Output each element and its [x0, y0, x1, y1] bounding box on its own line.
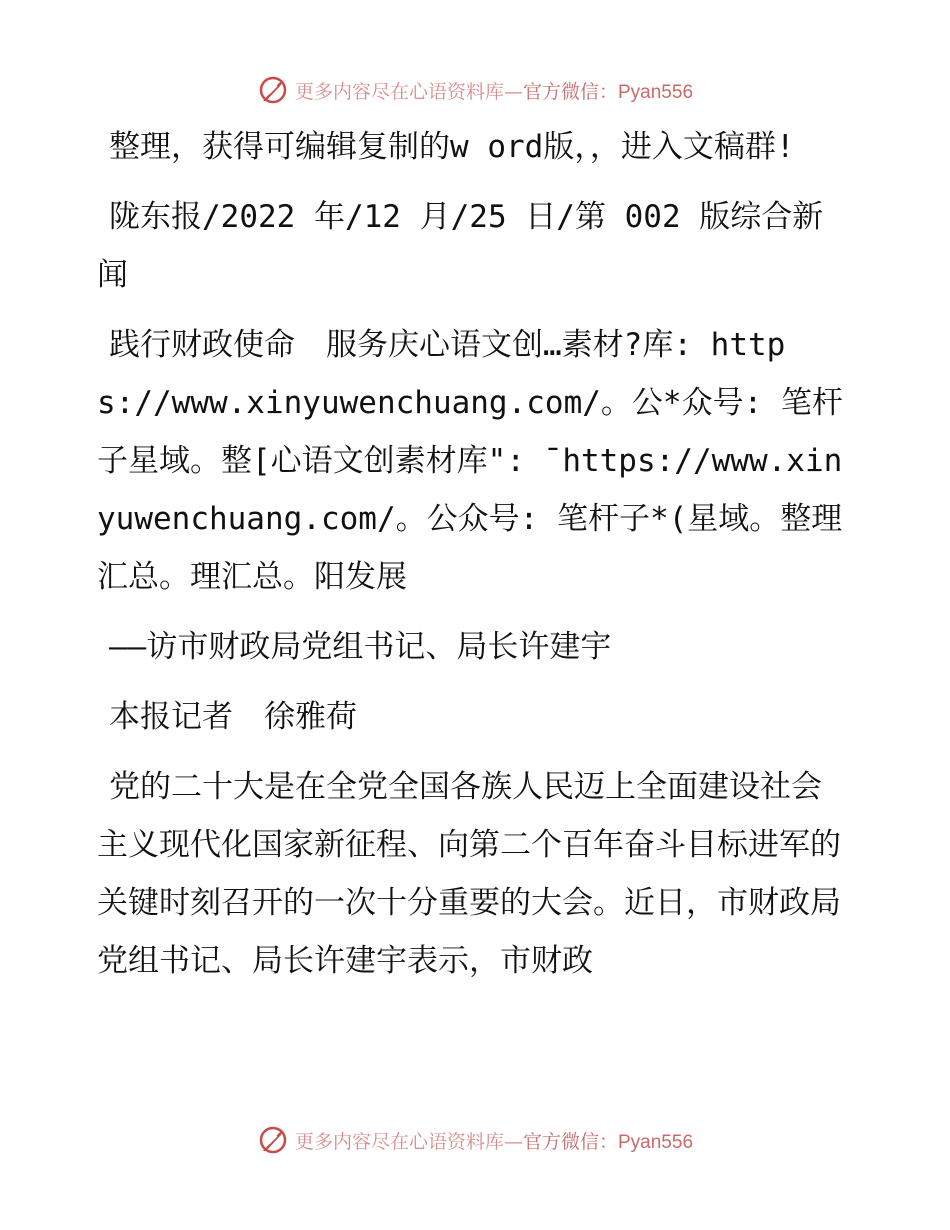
- document-body: [97, 118, 849, 1002]
- quill-pen-circle-icon: [257, 74, 289, 106]
- paragraph-title: 践行财政使命 服务庆心语文创…素材?库: https://www.xinyuwenchuang.com/。公*众号: 笔杆子星域。整[心语文创素材库": ¯https://www.xinyuwenchuang.com/。公众号: 笔杆子*(星域。整理汇总。理汇总。阳发展: [97, 327, 843, 595]
- watermark-text: 更多内容尽在心语资料库—: [294, 1130, 523, 1153]
- watermark-wechat: 官方微信：Pyan556: [523, 1131, 694, 1153]
- paragraph-subtitle: ——访市财政局党组书记、局长许建宇: [109, 629, 612, 665]
- paragraph-source: 陇东报/2022 年/12 月/25 日/第 002 版综合新闻: [97, 199, 824, 293]
- watermark-text: 更多内容尽在心语资料库—: [294, 80, 523, 103]
- paragraph-intro: 整理，获得可编辑复制的w ord版，，进入文稿群!: [109, 129, 795, 165]
- watermark-banner-top: [0, 70, 950, 110]
- paragraph-byline: 本报记者 徐雅荷: [109, 699, 357, 735]
- paragraph-body: 党的二十大是在全党全国各族人民迈上全面建设社会主义现代化国家新征程、向第二个百年奋斗目标进军的关键时刻召开的一次十分重要的大会。近日，市财政局党组书记、局长许建宇表示，市财政: [97, 769, 841, 979]
- watermark-wechat: 官方微信：Pyan556: [523, 81, 694, 103]
- quill-pen-circle-icon: [257, 1124, 289, 1156]
- watermark-banner-bottom: [0, 1120, 950, 1160]
